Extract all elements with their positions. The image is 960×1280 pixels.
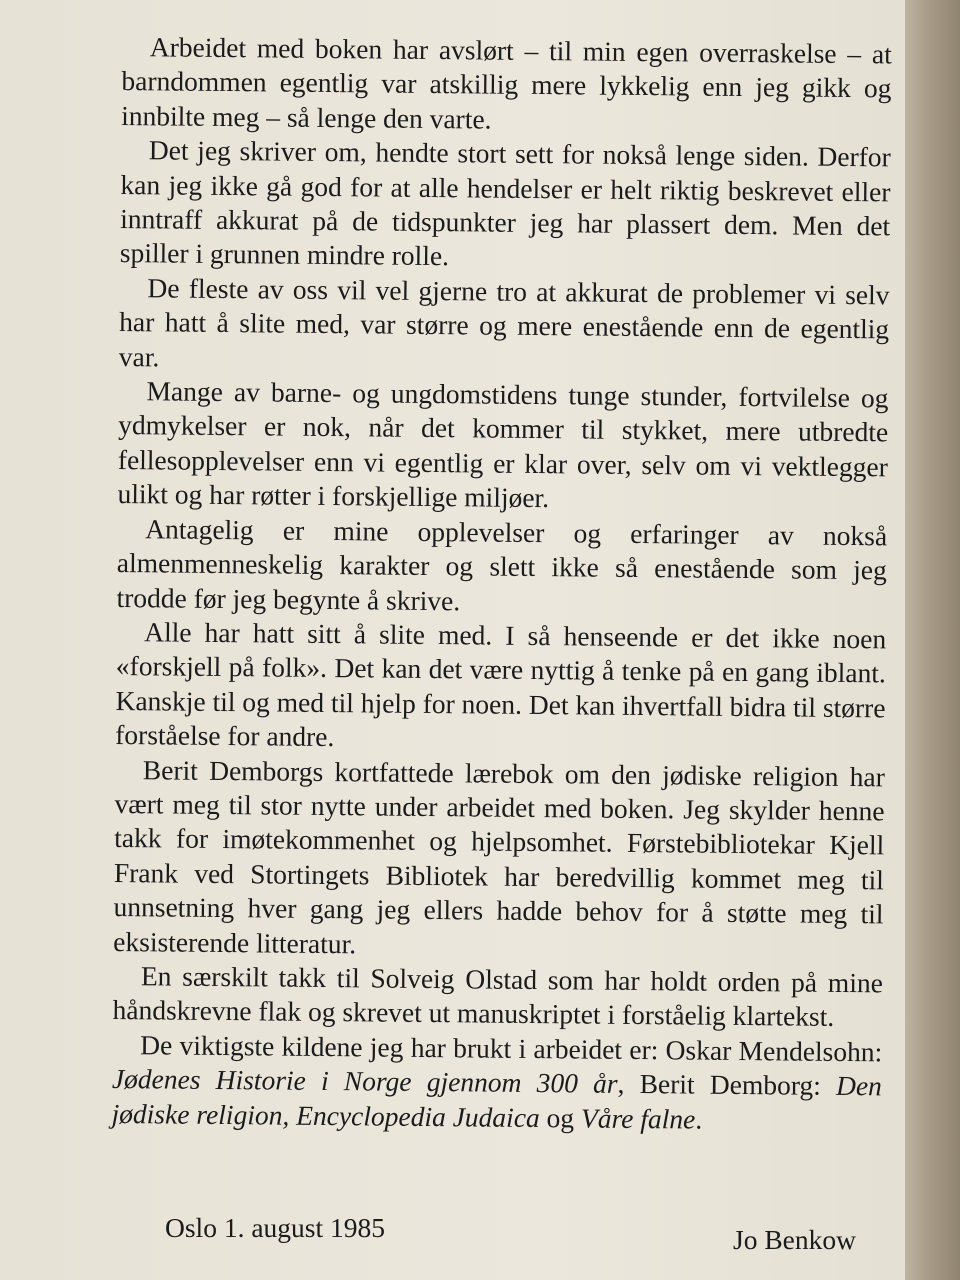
sources-mid: , Berit Demborg: <box>617 1067 837 1102</box>
paragraph-7: Berit Demborgs kortfattede lærebok om den jødiske religion har vært meg til stor nytte under arbeidet med boken. Jeg skylder henne takk for imøtekommenhet og hjelpsomhet. Førstebibliotekar Kjell Frank ved Stortingets Bibliotek har beredvillig kommet meg til unnsetning hver gang jeg ellers hadde behov for å støtte meg til eksisterende litteratur. <box>113 753 886 959</box>
source-title-1: Jødenes Historie i Norge gjennom 300 år <box>111 1063 618 1099</box>
paragraph-8: En særskilt takk til Solveig Olstad som har holdt orden på mine håndskrevne flak og skrevet ut manuskriptet i forståelig klartekst. <box>112 960 884 1033</box>
source-title-2: Den jødiske religion, Encyclopedia Judaica <box>111 1070 883 1133</box>
source-title-3: Våre falne <box>580 1102 696 1135</box>
paragraph-5: Antagelig er mine opplevelser og erfaringer av nokså almenmenneskelig karakter og slett ikke så enestående som jeg trodde før jeg begynte å skrive. <box>116 512 888 616</box>
sources-paragraph <box>111 1028 882 1139</box>
sources-og: og <box>539 1101 582 1134</box>
paragraph-6: Alle har hatt sitt å slite med. I så henseende er det ikke noen «forskjell på folk». Det kan det være nyttig å tenke på en gang iblant. Kanskje til og med til hjelp for noen. Det kan ihvertfall bidra til større forståelse for andre. <box>115 616 887 753</box>
author-name: Jo Benkow <box>733 1224 856 1255</box>
place-date: Oslo 1. august 1985 <box>165 1212 385 1243</box>
paragraph-4: Mange av barne- og ungdomstidens tunge stunder, fortvilelse og ydmykelser er nok, når det kommer til stykket, mere utbredte fellesopplevelser enn vi egentlig er klar over, selv om vi vektlegger ulikt og har røtter i forskjellige miljøer. <box>117 375 889 514</box>
page-edge <box>905 0 960 1280</box>
sources-intro: De viktigste kildene jeg har brukt i arbeidet er: Oskar Mendelsohn: <box>140 1029 883 1068</box>
sources-end: . <box>695 1103 703 1135</box>
paragraph-2: Det jeg skriver om, hendte stort sett for nokså lenge siden. Derfor kan jeg ikke gå god for at alle hendelser er helt riktig beskrevet eller inntraff akkurat på de tidspunkter jeg har plassert dem. Men det spiller i grunnen mindre rolle. <box>119 134 891 272</box>
signature-line <box>0 1212 905 1255</box>
paragraph-3: De fleste av oss vil vel gjerne tro at akkurat de problemer vi selv har hatt å slite med, var større og mere enestående enn de egentlig var. <box>118 272 890 373</box>
paragraph-1: Arbeidet med boken har avslørt – til min egen overraskelse – at barndommen egentlig var atskillig mere lykkelig enn jeg gikk og innbilte meg – så lenge den varte. <box>121 31 892 135</box>
preface-text <box>111 30 892 1138</box>
